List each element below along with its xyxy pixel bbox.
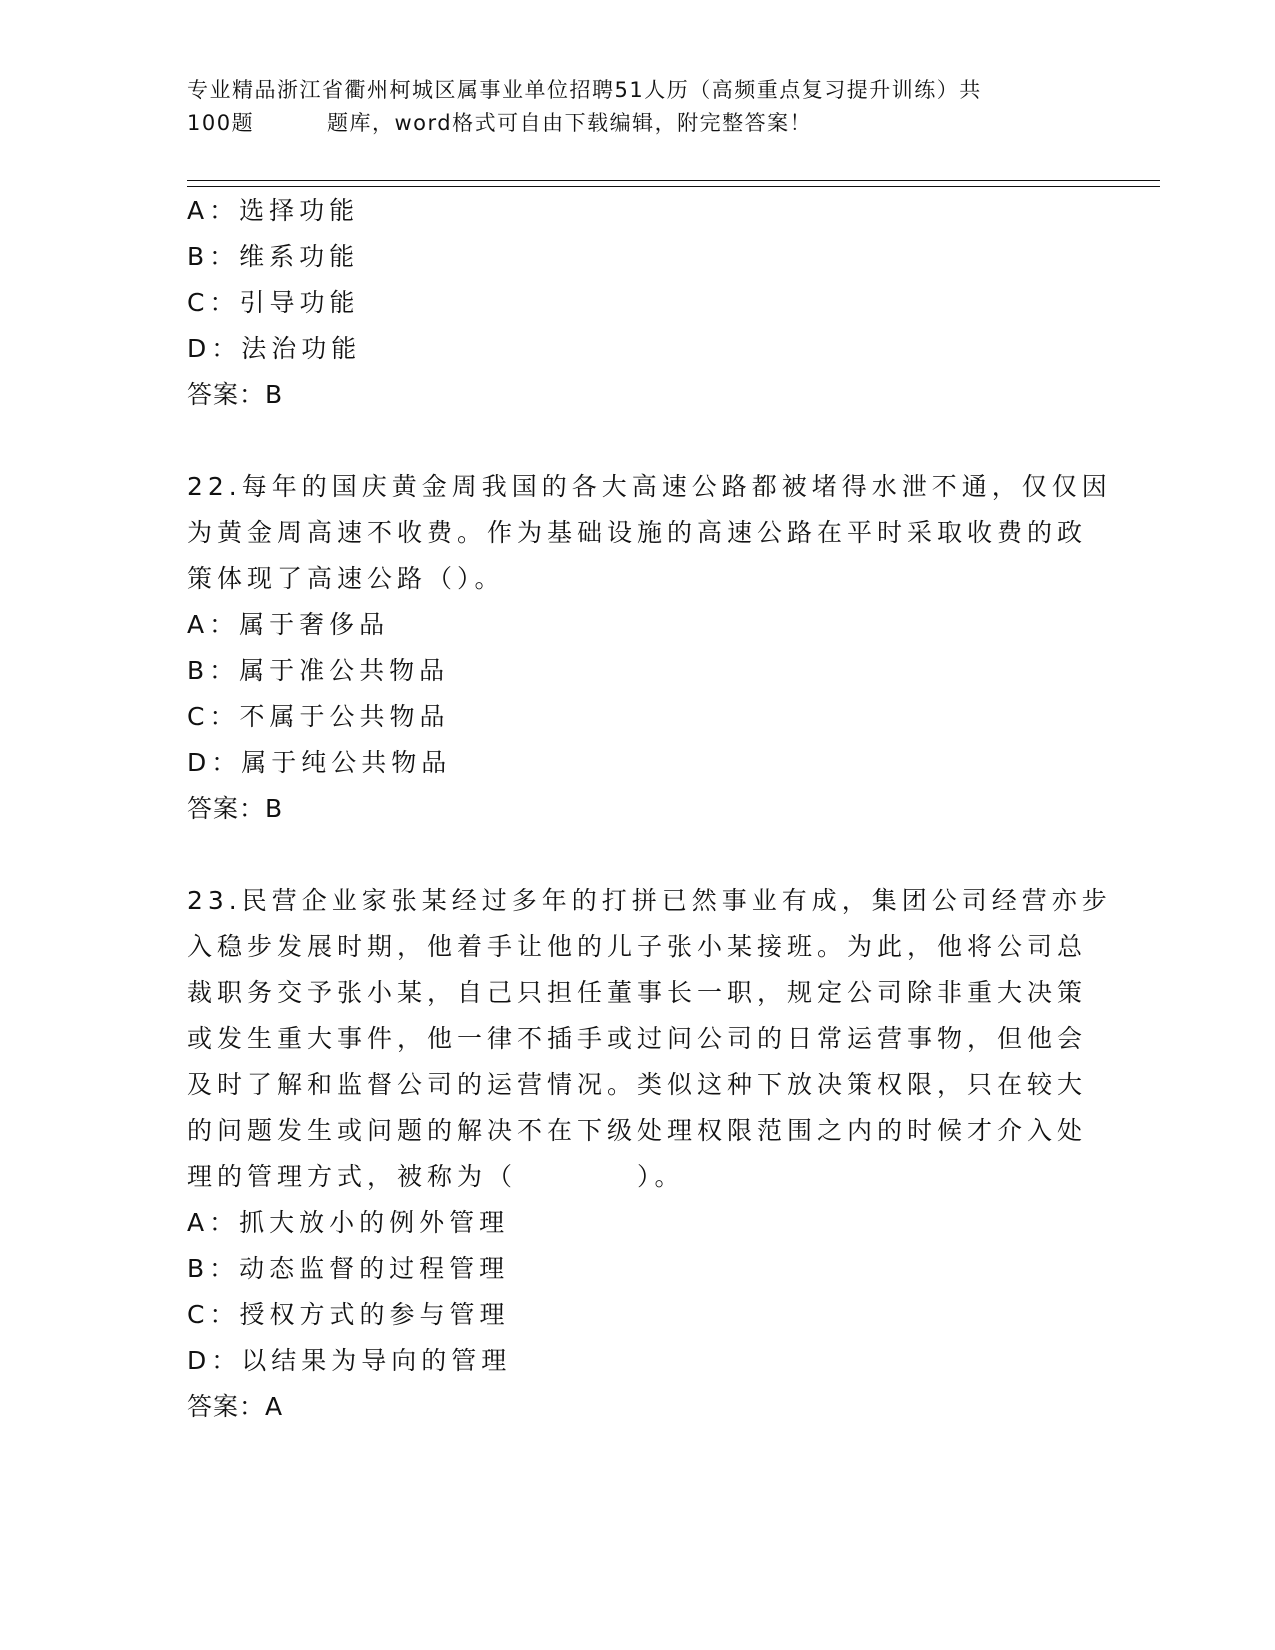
- question-stem-line: 策体现了高速公路（）。: [187, 564, 505, 593]
- header-description: 题库，word格式可自由下载编辑，附完整答案！: [327, 111, 813, 135]
- option-a: A：选择功能: [187, 196, 360, 225]
- option-c: C：授权方式的参与管理: [187, 1300, 510, 1329]
- option-d: D：属于纯公共物品: [187, 748, 452, 777]
- option-c: C：不属于公共物品: [187, 702, 450, 731]
- answer: 答案：B: [187, 794, 284, 823]
- header-rule-bottom: [187, 186, 1160, 187]
- question-22: [187, 464, 1112, 832]
- answer: 答案：B: [187, 380, 284, 409]
- question-stem-line: 入稳步发展时期，他着手让他的儿子张小某接班。为此，他将公司总: [187, 932, 1088, 961]
- option-d: D：以结果为导向的管理: [187, 1346, 512, 1375]
- question-stem-line: 或发生重大事件，他一律不插手或过问公司的日常运营事物，但他会: [187, 1024, 1088, 1053]
- option-b: B：维系功能: [187, 242, 360, 271]
- question-21: [187, 188, 1087, 418]
- spacer: [187, 832, 1087, 878]
- question-stem-line: 理的管理方式，被称为（ ）。: [187, 1162, 685, 1191]
- question-23: [187, 878, 1112, 1430]
- question-stem-line: 的问题发生或问题的解决不在下级处理权限范围之内的时候才介入处: [187, 1116, 1088, 1145]
- header-line-2: [187, 107, 1087, 140]
- question-stem-line: 23.民营企业家张某经过多年的打拼已然事业有成，集团公司经营亦步: [187, 886, 1112, 915]
- document-body: [187, 188, 1112, 1430]
- option-b: B：动态监督的过程管理: [187, 1254, 510, 1283]
- option-a: A：抓大放小的例外管理: [187, 1208, 510, 1237]
- question-stem-line: 及时了解和监督公司的运营情况。类似这种下放决策权限，只在较大: [187, 1070, 1088, 1099]
- option-d: D：法治功能: [187, 334, 362, 363]
- option-a: A：属于奢侈品: [187, 610, 390, 639]
- question-stem-line: 22.每年的国庆黄金周我国的各大高速公路都被堵得水泄不通，仅仅因: [187, 472, 1112, 501]
- option-b: B：属于准公共物品: [187, 656, 450, 685]
- answer: 答案：A: [187, 1392, 284, 1421]
- question-stem-line: 裁职务交予张小某，自己只担任董事长一职，规定公司除非重大决策: [187, 978, 1088, 1007]
- header-rule-top: [187, 180, 1160, 181]
- option-c: C：引导功能: [187, 288, 360, 317]
- header-question-count: 100题: [187, 111, 255, 135]
- question-stem-line: 为黄金周高速不收费。作为基础设施的高速公路在平时采取收费的政: [187, 518, 1088, 547]
- document-header: [187, 74, 1087, 140]
- spacer: [187, 418, 1087, 464]
- header-line-1: 专业精品浙江省衢州柯城区属事业单位招聘51人历（高频重点复习提升训练）共: [187, 78, 982, 102]
